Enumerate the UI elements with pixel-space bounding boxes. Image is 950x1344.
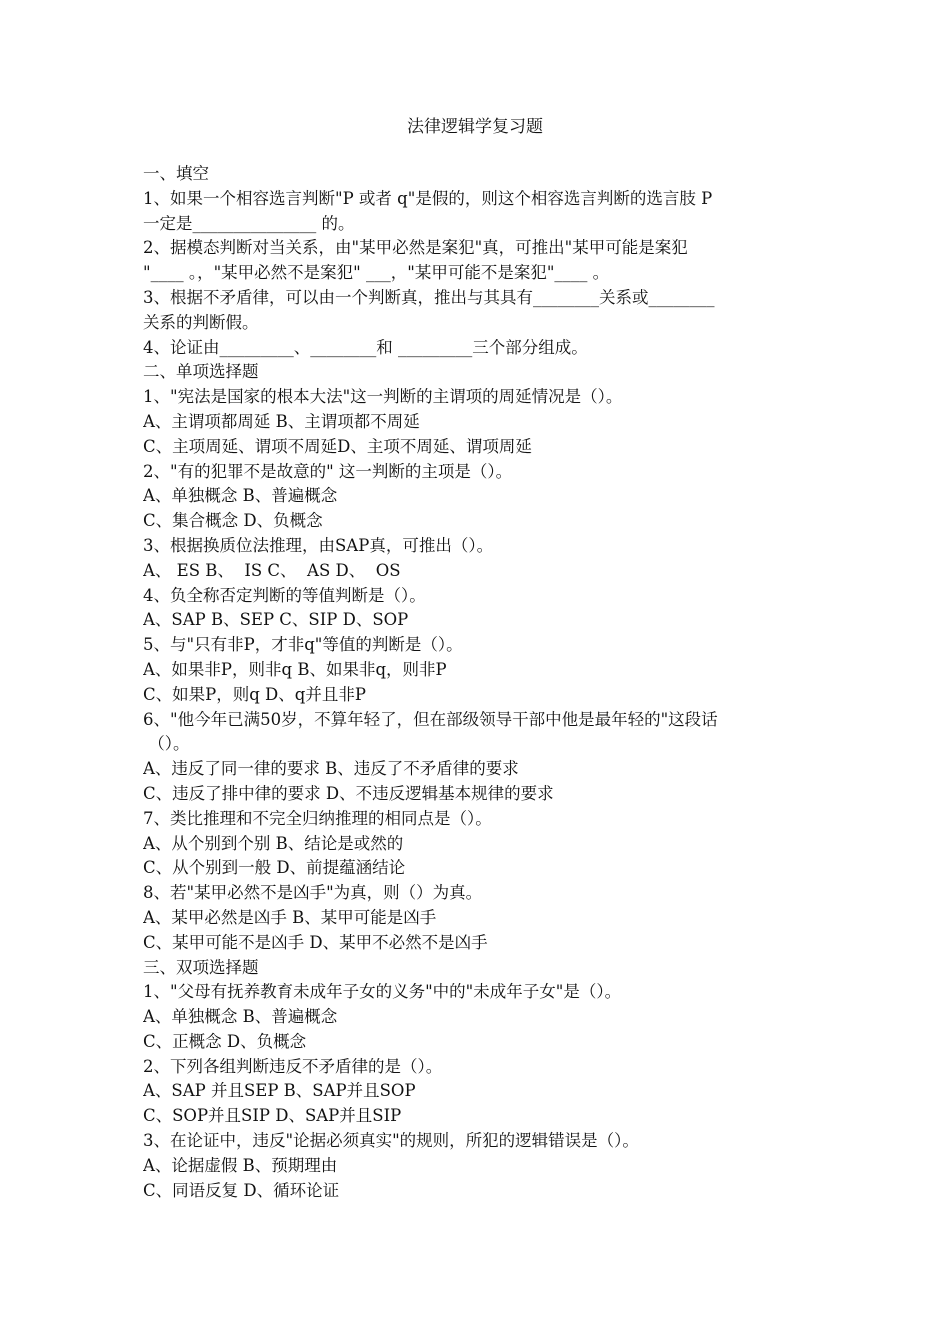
text-line: 一、填空 bbox=[143, 164, 209, 183]
text-line: A、单独概念 B、普遍概念 bbox=[143, 1007, 338, 1027]
text-line: 5、与"只有非P，才非q"等值的判断是（）。 bbox=[143, 635, 463, 655]
text-line: C、SOP并且SIP D、SAP并且SIP bbox=[143, 1106, 402, 1126]
text-line: 2、据模态判断对当关系，由"某甲必然是案犯"真，可推出"某甲可能是案犯 bbox=[143, 238, 688, 258]
text-line: （）。 bbox=[143, 734, 190, 754]
text-line: 1、如果一个相容选言判断"P 或者 q"是假的，则这个相容选言判断的选言肢 P bbox=[143, 188, 713, 208]
text-line: 一定是_______________ 的。 bbox=[143, 213, 355, 233]
text-line: 三、双项选择题 bbox=[143, 957, 259, 977]
text-line: C、违反了排中律的要求 D、不违反逻辑基本规律的要求 bbox=[143, 783, 554, 803]
text-line: 关系的判断假。 bbox=[143, 312, 259, 332]
text-line: A、某甲必然是凶手 B、某甲可能是凶手 bbox=[143, 907, 437, 927]
text-line: "____ 。，"某甲必然不是案犯" ___，"某甲可能不是案犯"____ 。 bbox=[143, 263, 610, 283]
text-line: C、集合概念 D、负概念 bbox=[143, 511, 323, 531]
text-line: A、 ES B、 IS C、 AS D、 OS bbox=[143, 560, 401, 580]
text-line: C、某甲可能不是凶手 D、某甲不必然不是凶手 bbox=[143, 932, 488, 952]
text-line: A、论据虚假 B、预期理由 bbox=[143, 1155, 338, 1175]
text-line: C、同语反复 D、循环论证 bbox=[143, 1180, 340, 1200]
text-line: A、从个别到个别 B、结论是或然的 bbox=[143, 833, 404, 853]
text-line: 1、"父母有抚养教育未成年子女的义务"中的"未成年子女"是（）。 bbox=[143, 982, 622, 1002]
text-line: A、单独概念 B、普遍概念 bbox=[143, 486, 338, 506]
text-line: 2、下列各组判断违反不矛盾律的是（）。 bbox=[143, 1056, 443, 1076]
text-line: A、主谓项都周延 B、主谓项都不周延 bbox=[143, 411, 420, 431]
text-line: 3、根据不矛盾律，可以由一个判断真，推出与其具有________关系或________ bbox=[143, 287, 715, 307]
text-line: 8、若"某甲必然不是凶手"为真，则（）为真。 bbox=[143, 883, 483, 903]
text-line: 7、类比推理和不完全归纳推理的相同点是（）。 bbox=[143, 808, 492, 828]
text-line: 4、负全称否定判断的等值判断是（）。 bbox=[143, 585, 426, 605]
text-line: C、正概念 D、负概念 bbox=[143, 1031, 307, 1051]
text-line: A、SAP 并且SEP B、SAP并且SOP bbox=[143, 1081, 416, 1101]
text-line: 6、"他今年已满50岁，不算年轻了，但在部级领导干部中他是最年轻的"这段话 bbox=[143, 709, 718, 729]
text-line: A、违反了同一律的要求 B、违反了不矛盾律的要求 bbox=[143, 759, 519, 779]
text-line: 3、根据换质位法推理，由SAP真，可推出（）。 bbox=[143, 535, 494, 555]
text-line: A、如果非P，则非q B、如果非q，则非P bbox=[143, 659, 447, 679]
text-line: 4、论证由_________、________和 _________三个部分组成。 bbox=[143, 337, 588, 357]
text-line: C、从个别到一般 D、前提蕴涵结论 bbox=[143, 858, 406, 878]
document-body bbox=[143, 162, 815, 1203]
text-line: C、如果P，则q D、q并且非P bbox=[143, 684, 366, 704]
text-line: 2、"有的犯罪不是故意的" 这一判断的主项是（）。 bbox=[143, 461, 513, 481]
text-line: 二、单项选择题 bbox=[143, 362, 259, 382]
document-title: 法律逻辑学复习题 bbox=[407, 117, 543, 137]
text-line: 3、在论证中，违反"论据必须真实"的规则，所犯的逻辑错误是（）。 bbox=[143, 1131, 639, 1151]
text-line: 1、"宪法是国家的根本大法"这一判断的主谓项的周延情况是（）。 bbox=[143, 387, 623, 407]
text-line: A、SAP B、SEP C、SIP D、SOP bbox=[143, 610, 409, 630]
text-line: C、主项周延、谓项不周延D、主项不周延、谓项周延 bbox=[143, 436, 532, 456]
